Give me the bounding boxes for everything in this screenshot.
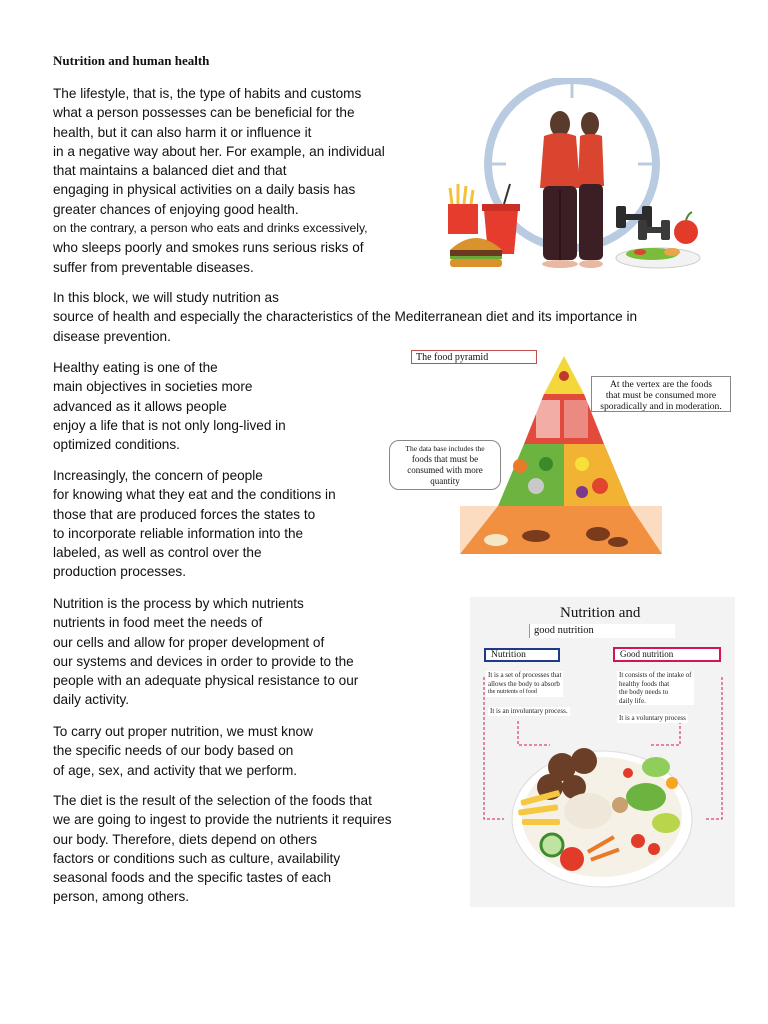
- nutrition-definition: [486, 671, 563, 697]
- text-line: Healthy eating is one of the: [53, 360, 218, 375]
- text-line: daily activity.: [53, 692, 130, 708]
- text-line: healthy foods that: [619, 679, 670, 688]
- text-line: At the vertex are the foods: [609, 379, 713, 390]
- text-line: engaging in physical activities on a daily basis has: [53, 182, 356, 198]
- text-line: that must be consumed more: [605, 390, 717, 401]
- text-line: In this block, we will study nutrition as: [53, 290, 279, 305]
- text-line: to incorporate reliable information into the: [53, 525, 304, 541]
- text-line: of age, sex, and activity that we perform.: [53, 762, 298, 778]
- text-line: It consists of the intake of: [619, 671, 692, 679]
- nutrition-involuntary-note: It is an involuntary process.: [490, 707, 568, 715]
- text-line: greater chances of enjoying good health.: [53, 201, 299, 217]
- text-line: suffer from preventable diseases.: [53, 259, 254, 275]
- nutrition-label: Nutrition: [484, 648, 560, 662]
- text-line: production processes.: [53, 564, 186, 580]
- text-line: sporadically and in moderation.: [600, 401, 722, 412]
- nutrition-comparison-figure: [470, 597, 735, 907]
- text-line: that maintains a balanced diet and that: [53, 163, 287, 179]
- nutrition-figure-title: Nutrition and: [560, 605, 641, 621]
- text-line: daily life.: [619, 696, 646, 705]
- nutrition-figure-subtitle: good nutrition: [529, 624, 675, 638]
- text-line: The lifestyle, that is, the type of habits and customs: [53, 86, 362, 101]
- text-line: labeled, as well as control over the: [53, 545, 262, 561]
- text-line: seasonal foods and the specific tastes of each: [53, 870, 332, 886]
- text-line: foods that must be: [411, 454, 479, 464]
- text-line: It is a set of processes that: [488, 671, 562, 679]
- paragraph-diet: [53, 791, 392, 907]
- text-line: advanced as it allows people: [53, 398, 227, 414]
- page-title: Nutrition and human health: [53, 53, 210, 68]
- text-line: enjoy a life that is not only long-lived in: [53, 417, 286, 433]
- good-nutrition-label: Good nutrition: [613, 647, 721, 662]
- text-line: the nutrients of food: [488, 689, 537, 696]
- text-line: consumed with more: [407, 465, 483, 475]
- text-line: we are going to ingest to provide the nutrients it requires: [53, 812, 392, 828]
- text-line: The data base includes the: [405, 444, 485, 453]
- text-line: on the contrary, a person who eats and drinks excessively,: [53, 221, 368, 236]
- text-line: the body needs to: [619, 688, 669, 697]
- text-line: disease prevention.: [53, 328, 171, 344]
- text-line: Increasingly, the concern of people: [53, 468, 263, 483]
- text-line: person, among others.: [53, 889, 190, 905]
- text-line: To carry out proper nutrition, we must know: [53, 724, 313, 739]
- text-line: source of health and especially the characteristics of the Mediterranean diet and its importance in: [53, 309, 638, 325]
- text-line: health, but it can also harm it or influence it: [53, 124, 312, 140]
- paragraph-nutrition-process: [53, 594, 358, 710]
- good-nutrition-definition: [617, 671, 694, 705]
- text-line: for knowing what they eat and the conditions in: [53, 487, 336, 503]
- text-line: our body. Therefore, diets depend on others: [53, 831, 317, 847]
- text-line: those that are produced forces the states to: [53, 506, 316, 522]
- text-line: main objectives in societies more: [53, 379, 253, 395]
- paragraph-block-intro: [53, 288, 637, 346]
- paragraph-concern: [53, 466, 336, 582]
- text-line: The diet is the result of the selection of the foods that: [53, 793, 372, 808]
- text-line: nutrients in food meet the needs of: [53, 615, 263, 631]
- text-line: our cells and allow for proper development of: [53, 634, 325, 650]
- text-line: what a person possesses can be beneficial for the: [53, 105, 355, 121]
- good-nutrition-voluntary-note: It is a voluntary process: [619, 714, 686, 722]
- text-line: allows the body to absorb: [488, 679, 560, 688]
- text-line: who sleeps poorly and smokes runs serious risks of: [53, 240, 364, 256]
- paragraph-healthy-eating: [53, 358, 286, 454]
- text-line: optimized conditions.: [53, 437, 180, 453]
- text-line: in a negative way about her. For example, an individual: [53, 143, 385, 159]
- lifestyle-illustration: [440, 78, 702, 274]
- pyramid-title: The food pyramid: [411, 350, 537, 364]
- text-line: people with an adequate physical resistance to our: [53, 673, 359, 689]
- text-line: quantity: [430, 476, 460, 486]
- pyramid-vertex-note: [591, 376, 731, 412]
- pyramid-base-note: [389, 440, 501, 490]
- text-line: our systems and devices in order to provide to the: [53, 653, 354, 669]
- paragraph-lifestyle: [53, 84, 385, 277]
- text-line: Nutrition is the process by which nutrients: [53, 596, 304, 611]
- text-line: the specific needs of our body based on: [53, 743, 294, 759]
- text-line: factors or conditions such as culture, availability: [53, 850, 341, 866]
- paragraph-proper-nutrition: [53, 722, 313, 780]
